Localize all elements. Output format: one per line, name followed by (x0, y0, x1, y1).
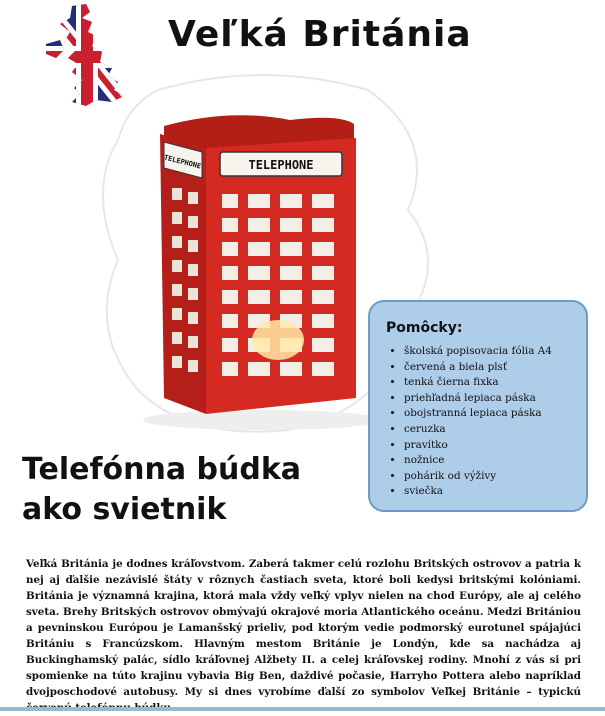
telephone-booth-image (150, 108, 370, 418)
article-heading-line-1: Telefónna búdka (22, 452, 302, 487)
bottom-divider (0, 707, 605, 711)
tools-heading: Pomôcky: (386, 320, 463, 336)
tools-list-item: • nožnice (404, 453, 552, 469)
front-sign-label: TELEPHONE (248, 158, 314, 172)
tools-list-item: • červená a biela plsť (404, 360, 552, 376)
tools-list-item: • priehľadná lepiaca páska (404, 391, 552, 407)
article-heading (22, 450, 301, 530)
tools-list-item: • obojstranná lepiaca páska (404, 406, 552, 422)
body-paragraph: Veľká Británia je dodnes kráľovstvom. Zaberá takmer celú rozlohu Britských ostrovov a patria k nej aj ďalšie nezávislé štáty v rôznych častiach sveta, ktoré boli kedysi britskými kolóniami. Británia je významná krajina, ktorá mala vždy veľký vplyv nielen na chod Európy, ale aj celého sveta. Brehy Britských ostrovov obmývajú okrajové moria Atlantického oceánu. Medzi Britániou a pevninskou Európou je Lamanšský prieliv, pod ktorým vedie podmorský eurotunel spájajúci Britániu s Francúzskom. Hlavným mestom Británie je Londýn, kde sa nachádza aj Buckinghamský palác, sídlo kráľovnej Alžbety II. a celej kráľovskej rodiny. Mnohí z vás si pri spomienke na túto krajinu vybavia Big Ben, daždivé počasie, Harryho Pottera alebo napríklad dvojposchodové autobusy. My si dnes vyrobíme ďalší zo symbolov Veľkej Británie – typickú (26, 558, 581, 699)
tools-list-item: • pohárik od výživy (404, 469, 552, 485)
tools-list (384, 344, 552, 500)
tools-list-item: • tenká čierna fixka (404, 375, 552, 391)
tools-list-item: • pravítko (404, 438, 552, 454)
tools-list-item: • školská popisovacia fólia A4 (404, 344, 552, 360)
article-heading-line-2: ako svietnik (22, 492, 227, 527)
side-sign-label: TELEPHONE (163, 153, 202, 171)
tools-list-item: • ceruzka (404, 422, 552, 438)
page-title: Veľká Británia (168, 14, 472, 55)
tools-box (368, 300, 588, 512)
tools-list-item: • sviečka (404, 484, 552, 500)
